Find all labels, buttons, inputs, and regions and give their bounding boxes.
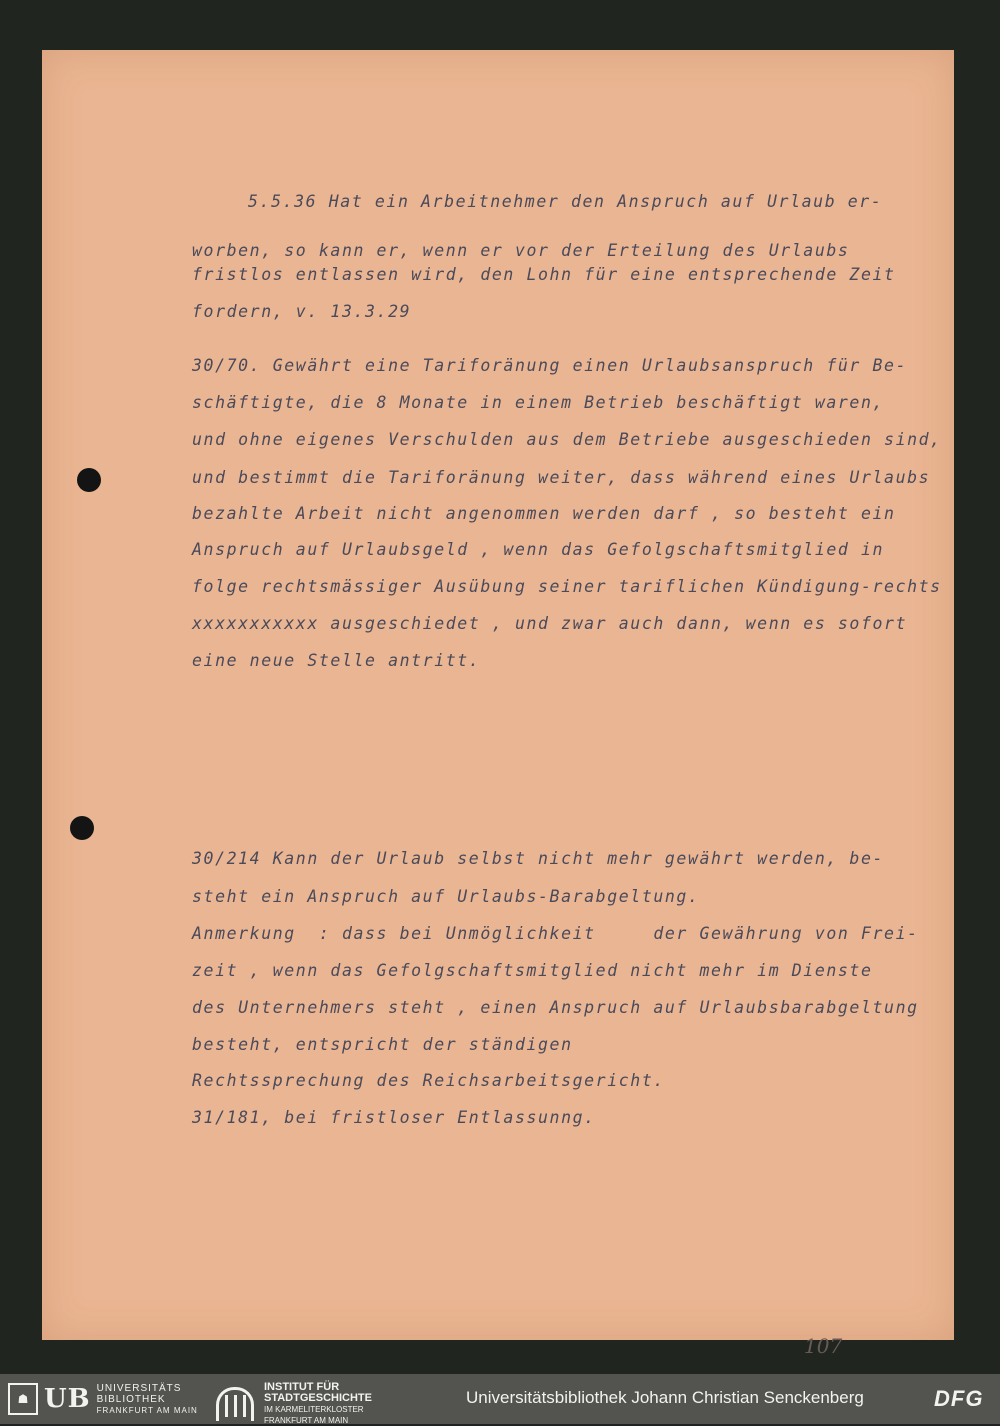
inst-line4: FRANKFURT AM MAIN — [264, 1416, 349, 1425]
inst-line3: IM KARMELITERKLOSTER — [264, 1405, 364, 1414]
text-line: 30/70. Gewährt eine Tariforänung einen Urlaubsanspruch für Be- — [192, 356, 908, 375]
arch-icon — [216, 1387, 254, 1421]
text-line: Anmerkung : dass bei Unmöglichkeit der Gewährung von Frei- — [192, 924, 919, 943]
text-line: schäftigte, die 8 Monate in einem Betrieb beschäftigt waren, — [192, 393, 885, 412]
ub-logo[interactable] — [8, 1382, 198, 1416]
ub-line2: BIBLIOTHEK — [96, 1393, 166, 1405]
punch-hole-bottom — [70, 816, 94, 840]
text-line: Anspruch auf Urlaubsgeld , wenn das Gefolgschaftsmitglied in — [192, 540, 885, 559]
punch-hole-top — [77, 468, 101, 492]
text-line: fordern, v. 13.3.29 — [192, 302, 412, 321]
text-line: 30/214 Kann der Urlaub selbst nicht mehr gewährt werden, be- — [192, 849, 885, 868]
institute-logo[interactable] — [216, 1382, 372, 1426]
text-line: und bestimmt die Tariforänung weiter, dass während eines Urlaubs — [192, 468, 931, 487]
ub-line3: FRANKFURT AM MAIN — [96, 1405, 198, 1415]
text-line: xxxxxxxxxxx ausgeschiedet , und zwar auch dann, wenn es sofort — [192, 614, 908, 633]
text-line: worben, so kann er, wenn er vor der Erteilung des Urlaubs — [192, 241, 850, 260]
text-line: Rechtssprechung des Reichsarbeitsgericht. — [192, 1071, 665, 1090]
ub-letters: UB — [44, 1384, 91, 1414]
ub-text — [97, 1383, 198, 1416]
text-line: und ohne eigenes Verschulden aus dem Betriebe ausgeschieden sind, — [192, 430, 942, 449]
dfg-logo[interactable]: DFG — [934, 1386, 984, 1411]
text-line: des Unternehmers steht , einen Anspruch auf Urlaubsbarabgeltung — [192, 998, 919, 1017]
text-line: eine neue Stelle antritt. — [192, 651, 481, 670]
text-line: besteht, entspricht der ständigen — [192, 1035, 573, 1054]
ub-emblem-icon: ☗ — [8, 1383, 38, 1415]
text-line: steht ein Anspruch auf Urlaubs-Barabgeltung. — [192, 887, 700, 906]
inst-line2: STADTGESCHICHTE — [264, 1392, 372, 1404]
footer-title: Universitätsbibliothek Johann Christian Senckenberg — [466, 1388, 864, 1407]
ub-line1: UNIVERSITÄTS — [96, 1382, 182, 1394]
institute-text — [264, 1382, 372, 1426]
text-line: 31/181, bei fristloser Entlassunng. — [192, 1108, 596, 1127]
text-line: 5.5.36 Hat ein Arbeitnehmer den Anspruch auf Urlaub er- — [248, 192, 883, 211]
text-line: fristlos entlassen wird, den Lohn für eine entsprechende Zeit — [192, 265, 896, 284]
footer-bar — [0, 1374, 1000, 1424]
page-number: 107 — [804, 1334, 843, 1358]
inst-line1: INSTITUT FÜR — [264, 1381, 340, 1393]
text-line: zeit , wenn das Gefolgschaftsmitglied nicht mehr im Dienste — [192, 961, 873, 980]
document-page — [42, 50, 954, 1358]
text-line: bezahlte Arbeit nicht angenommen werden darf , so besteht ein — [192, 504, 896, 523]
text-line: folge rechtsmässiger Ausübung seiner tariflichen Kündigung-rechts — [192, 577, 942, 596]
